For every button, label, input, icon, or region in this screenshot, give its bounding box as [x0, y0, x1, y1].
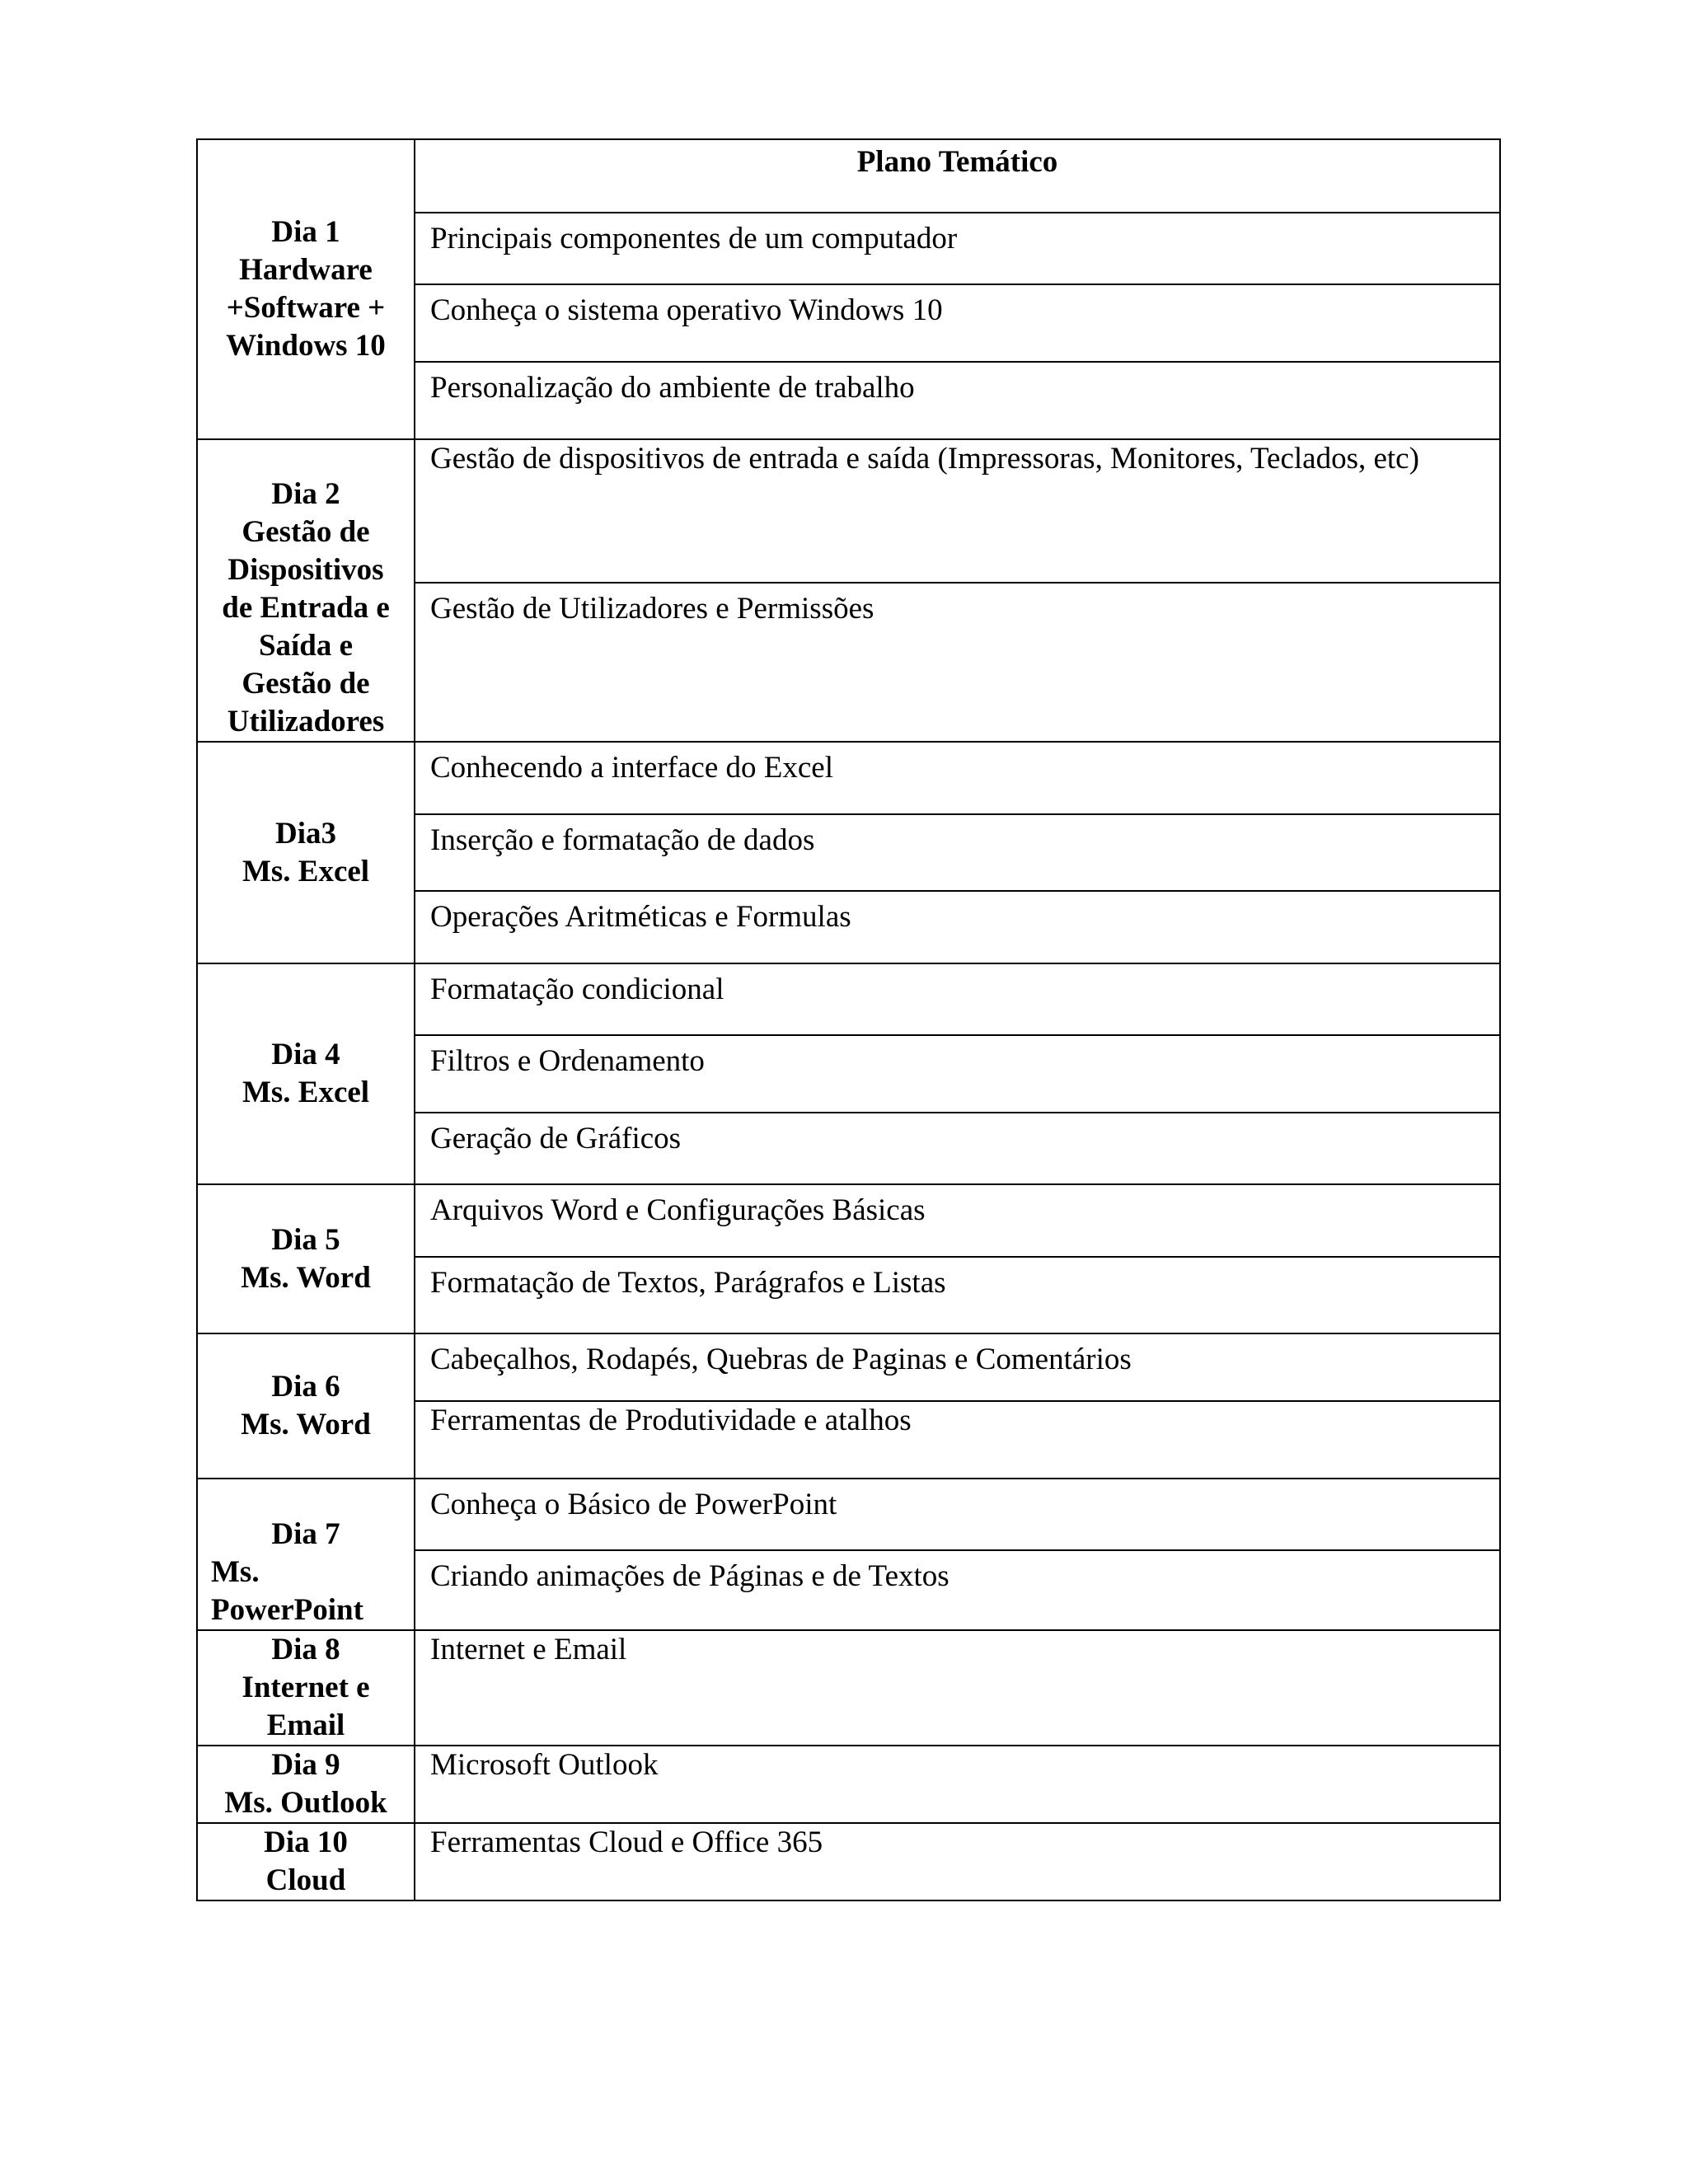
topic-cell: Gestão de dispositivos de entrada e saída (Impressoras, Monitores, Teclados, etc)	[415, 439, 1500, 583]
topic-cell: Gestão de Utilizadores e Permissões	[415, 583, 1500, 742]
topic-cell: Ferramentas de Produtividade e atalhos	[415, 1401, 1500, 1479]
day-label-line: Dia 1	[271, 215, 340, 249]
day-6-label	[197, 1333, 415, 1479]
day-label-line: +Software +	[226, 291, 386, 325]
day-label-line: Dia 10	[264, 1825, 348, 1859]
day-9-label	[197, 1746, 415, 1823]
day-label-line: Gestão de	[241, 667, 370, 701]
table-title: Plano Temático	[415, 139, 1500, 213]
plano-tematico-table	[196, 138, 1501, 1901]
table-row	[197, 139, 1500, 213]
table-row	[197, 439, 1500, 583]
topic-cell: Ferramentas Cloud e Office 365	[415, 1823, 1500, 1900]
topic-cell: Conhecendo a interface do Excel	[415, 742, 1500, 814]
table-row	[197, 963, 1500, 1035]
day-label-line: Dia 5	[271, 1222, 340, 1257]
topic-cell: Microsoft Outlook	[415, 1746, 1500, 1823]
day-label-line: Gestão de	[241, 515, 370, 549]
topic-cell: Personalização do ambiente de trabalho	[415, 362, 1500, 439]
day-10-label	[197, 1823, 415, 1900]
day-label-line: Dia 7	[271, 1517, 340, 1551]
day-label-line: Ms. Excel	[241, 1076, 370, 1109]
day-label-line: Dia 8	[271, 1633, 340, 1666]
table-row	[197, 1184, 1500, 1257]
day-8-label	[197, 1630, 415, 1746]
topic-cell: Geração de Gráficos	[415, 1113, 1500, 1184]
topic-cell: Conheça o sistema operativo Windows 10	[415, 284, 1500, 362]
day-label-line: Dia3	[275, 816, 336, 851]
day-label-line: Ms.	[211, 1555, 260, 1589]
day-label-line: Windows 10	[226, 329, 386, 363]
day-4-label	[197, 963, 415, 1184]
day-label-line: Dia 2	[271, 477, 340, 511]
day-label-line: Dia 9	[271, 1748, 340, 1782]
day-label-line: Internet e	[241, 1671, 370, 1704]
table-row	[197, 1746, 1500, 1823]
day-label-line: Email	[266, 1708, 345, 1742]
table-row	[197, 1479, 1500, 1550]
topic-cell: Internet e Email	[415, 1630, 1500, 1746]
table-row	[197, 1333, 1500, 1401]
day-label-line: Utilizadores	[227, 705, 385, 738]
day-label-line: PowerPoint	[211, 1593, 363, 1627]
day-label-line: Ms. Outlook	[224, 1786, 387, 1820]
day-7-label	[197, 1479, 415, 1630]
topic-cell: Filtros e Ordenamento	[415, 1035, 1500, 1113]
day-label-line: Saída e	[258, 629, 354, 663]
topic-cell: Formatação condicional	[415, 963, 1500, 1035]
topic-cell: Conheça o Básico de PowerPoint	[415, 1479, 1500, 1550]
topic-cell: Inserção e formatação de dados	[415, 814, 1500, 891]
day-5-label	[197, 1184, 415, 1333]
table-row	[197, 742, 1500, 814]
topic-cell: Principais componentes de um computador	[415, 213, 1500, 284]
day-label-line: Cloud	[265, 1863, 346, 1897]
day-label-line: Dia 4	[271, 1038, 340, 1071]
topic-cell: Arquivos Word e Configurações Básicas	[415, 1184, 1500, 1257]
day-2-label	[197, 439, 415, 742]
day-label-line: Dia 6	[271, 1370, 340, 1404]
table-row	[197, 1823, 1500, 1900]
topic-cell: Criando animações de Páginas e de Textos	[415, 1550, 1500, 1630]
topic-cell: Cabeçalhos, Rodapés, Quebras de Paginas e Comentários	[415, 1333, 1500, 1401]
day-1-label	[197, 139, 415, 439]
day-label-line: de Entrada e	[222, 591, 390, 625]
day-label-line: Ms. Excel	[241, 854, 370, 888]
day-label-line: Dispositivos	[227, 553, 384, 587]
topic-cell: Formatação de Textos, Parágrafos e Listas	[415, 1257, 1500, 1333]
day-label-line: Hardware	[239, 253, 373, 287]
table-row	[197, 1630, 1500, 1746]
day-3-label	[197, 742, 415, 963]
day-label-line: Ms. Word	[241, 1260, 371, 1295]
day-label-line: Ms. Word	[241, 1408, 371, 1441]
topic-cell: Operações Aritméticas e Formulas	[415, 891, 1500, 963]
